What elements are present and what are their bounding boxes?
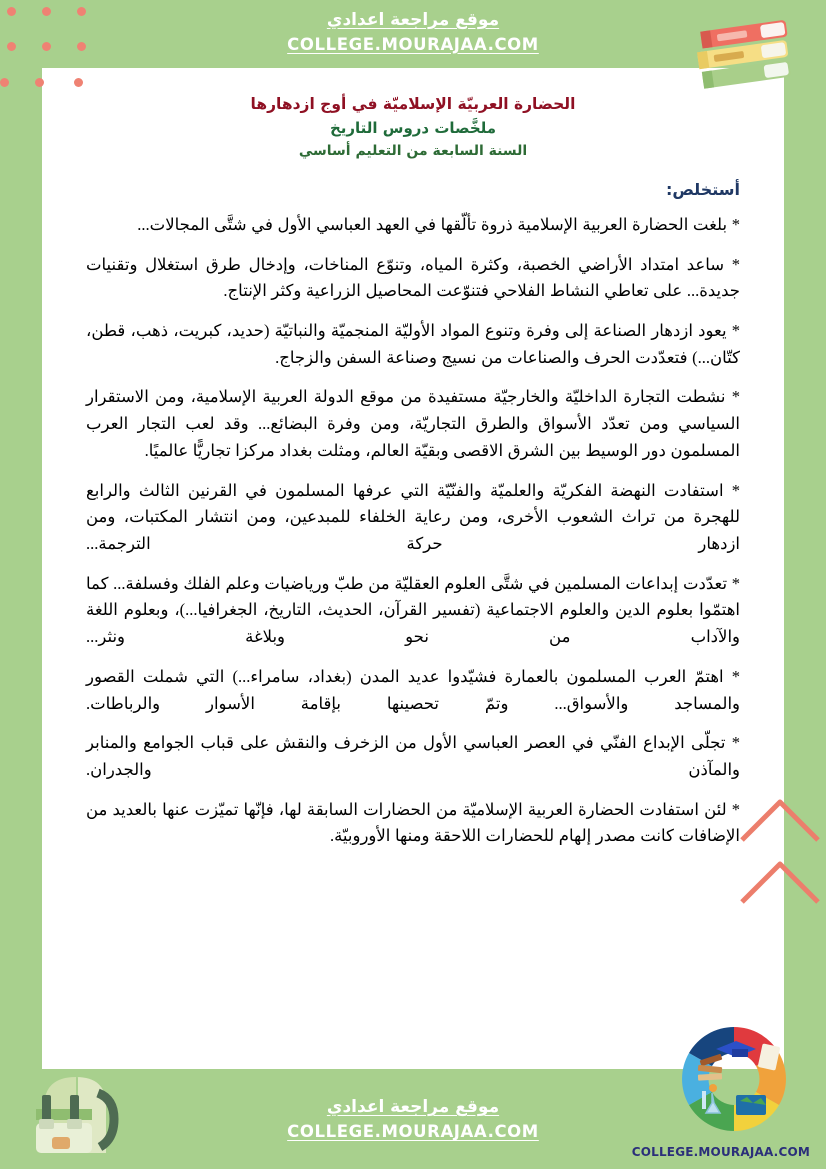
- summary-point: * تجلّى الإبداع الفنّي في العصر العباسي الأول من الزخرف والنقش على قباب الجوامع والمنابر والمآذن والجدران.: [86, 733, 740, 780]
- site-footer-ribbon: [253, 1095, 573, 1143]
- summary-point: * بلغت الحضارة العربية الإسلامية ذروة تألّقها في العهد العباسي الأول في شتَّى المجالات...: [137, 214, 740, 234]
- frame-right-border: [784, 0, 826, 1169]
- site-header-ribbon: [253, 8, 573, 56]
- site-footer-url: COLLEGE.MOURAJAA.COM: [287, 1121, 539, 1141]
- page-title: الحضارة العربيّة الإسلاميّة في أوج ازدهارها: [250, 95, 576, 113]
- section-heading: أستخلص:: [665, 179, 740, 199]
- document-subtitle: ملخَّصات دروس التاريخ: [329, 119, 497, 138]
- site-footer-arabic: موقع مراجعة اعدادي: [326, 1097, 500, 1118]
- summary-point: * استفادت النهضة الفكريّة والعلميّة والفنّيّة التي عرفها المسلمون في القرنين الثالث والرابع للهجرة من تراث الشعوب الأخرى، ومن رعاية الخلفاء للمبدعين، ومن انتشار المكتبات، ومن ازدهار حركة الترجمة...: [86, 480, 740, 553]
- site-header-arabic: موقع مراجعة اعدادي: [326, 10, 500, 30]
- summary-point: * اهتمّ العرب المسلمون بالعمارة فشيّدوا عديد المدن (بغداد، سامراء...) التي شملت القصور والمساجد والأسواق... وتمّ تحصينها بإقامة الأسوار والرباطات.: [86, 666, 740, 713]
- summary-points-list: [86, 212, 740, 850]
- watermark-url: COLLEGE.MOURAJAA.COM: [631, 1145, 810, 1159]
- site-header-url: COLLEGE.MOURAJAA.COM: [287, 34, 539, 54]
- summary-point: * ساعد امتداد الأراضي الخصبة، وكثرة المياه، وتنوّع المناخات، وإدخال طرق استغلال وتقنيات جديدة... على تعاطي النشاط الفلاحي فتنوّعت المحاصيل الزراعية وكثر الإنتاج.: [86, 254, 740, 301]
- summary-point: * تعدّدت إبداعات المسلمين في شتَّى العلوم العقليّة من طبّ ورياضيات وعلم الفلك وفسلفة... كما اهتمّوا بعلوم الدين والعلوم الاجتماعية (تفسير القرآن، الحديث، التاريخ، الجغرافيا...)، وبعلوم اللغة والآداب من نحو وبلاغة ونثر...: [86, 573, 740, 647]
- summary-point: * لئن استفادت الحضارة العربية الإسلاميّة من الحضارات السابقة لها، فإنّها تميّزت عنها بالعديد من الإضافات كانت مصدر إلهام للحضارات اللاحقة ومنها الأوروبيّة.: [86, 799, 740, 846]
- document-level: السنة السابعة من التعليم أساسي: [298, 143, 528, 160]
- summary-point: * نشطت التجارة الداخليّة والخارجيّة مستفيدة من موقع الدولة العربية الإسلامية، ومن الاستقرار السياسي ومن تعدّد الأسواق والطرق التجاريّة، ومن وفرة البضائع... وقد لعب التجار العرب المسلمون دور الوسيط بين الشرق الاقصى وبقيّة العالم، ومثلت بغداد مركزا تجاريًّا عالميًا.: [86, 387, 740, 460]
- summary-point: * يعود ازدهار الصناعة إلى وفرة وتنوع المواد الأوليّة المنجميّة والنباتيّة (حديد، كبريت، ذهب، قطن، كتّان...) فتعدّدت الحرف والصناعات من نسيج وصناعة السفن والزجاج.: [86, 320, 740, 367]
- school-backpack-icon: [18, 1067, 134, 1163]
- frame-left-border: [0, 0, 42, 1169]
- document-content: [42, 68, 784, 1069]
- document-titles: [86, 92, 740, 164]
